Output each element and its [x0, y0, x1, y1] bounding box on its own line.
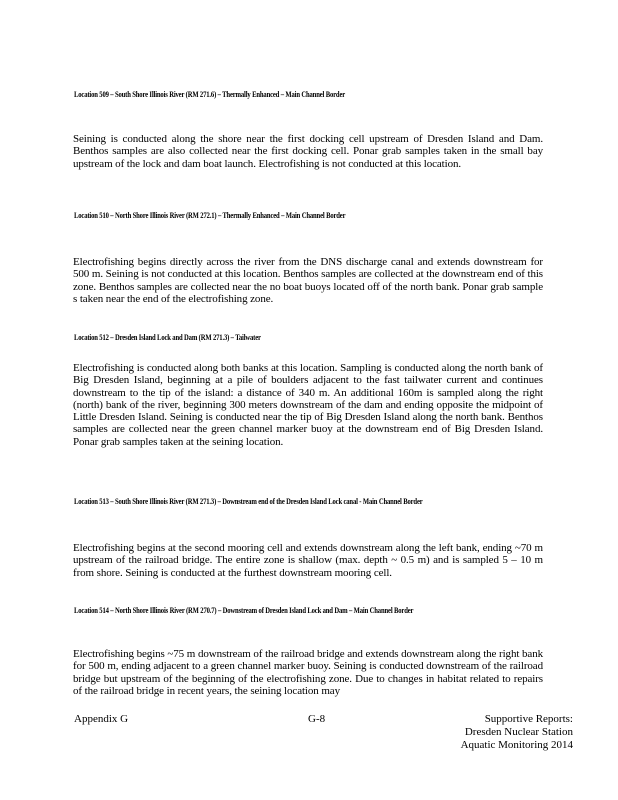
footer-report-line-2: Dresden Nuclear Station	[464, 726, 573, 738]
footer-appendix: Appendix G	[74, 713, 129, 725]
section-body-509: Seining is conducted along the shore near the first docking cell upstream of Dresden Island and Dam. Benthos samples are also collected near the first docking cell. Ponar grab samples taken in the small bay upstream of the lock and dam boat launch. Electrofishing is not conducted at this location.	[73, 133, 543, 170]
section-body-514: Electrofishing begins ~75 m downstream of the railroad bridge and extends downstream along the right bank for 500 m, ending adjacent to a green channel marker buoy. Seining is conducted downstream of the railroad bridge but upstream of the beginning of the electrofishing zone. Due to changes in habitat related to repairs of the railroad bridge in recent years, the seining location may	[73, 648, 543, 697]
footer-page-number: G-8	[308, 713, 326, 725]
section-heading-512: Location 512 – Dresden Island Lock and Dam (RM 271.3) – Tailwater	[74, 332, 261, 342]
footer-report-info	[461, 713, 573, 752]
section-heading-509: Location 509 – South Shore Illinois River (RM 271.6) – Thermally Enhanced – Main Channel Border	[74, 89, 346, 99]
section-heading-514: Location 514 – North Shore Illinois River (RM 270.7) – Downstream of Dresden Island Lock and Dam – Main Channel Border	[74, 605, 414, 615]
section-body-513: Electrofishing begins at the second mooring cell and extends downstream along the left bank, ending ~70 m upstream of the railroad bridge. The entire zone is shallow (max. depth ~ 0.5 m) and is sampled 5 – 10 m from shore. Seining is conducted at the furthest downstream mooring cell.	[73, 542, 543, 579]
section-body-510: Electrofishing begins directly across the river from the DNS discharge canal and extends downstream for 500 m. Seining is not conducted at this location. Benthos samples are collected at the downstream end of this zone. Benthos samples are collected near the no boat buoys located off of the north bank. Ponar grab sample s taken near the end of the electrofishing zone.	[73, 256, 543, 305]
footer-report-line-3: Aquatic Monitoring 2014	[460, 739, 573, 751]
footer-report-line-1: Supportive Reports:	[484, 713, 573, 725]
section-body-512: Electrofishing is conducted along both banks at this location. Sampling is conducted along the north bank of Big Dresden Island, beginning at a pile of boulders adjacent to the fast tailwater current and continues downstream to the tip of the island: a distance of 340 m. An additional 160m is sampled along the right (north) bank of the river, beginning 300 meters downstream of the dam and ending opposite the midpoint of Little Dresden Island. Seining is conducted near the tip of Big Dresden Island along the north bank. Benthos samples are collected near the green channel marker buoy at the downstream end of Big Dresden Island. Ponar grab samples taken at the seining location.	[73, 362, 543, 448]
section-heading-510: Location 510 – North Shore Illinois River (RM 272.1) – Thermally Enhanced – Main Channel Border	[74, 210, 346, 220]
section-heading-513: Location 513 – South Shore Illinois River (RM 271.3) – Downstream end of the Dresden Island Lock canal - Main Channel Border	[74, 496, 423, 506]
